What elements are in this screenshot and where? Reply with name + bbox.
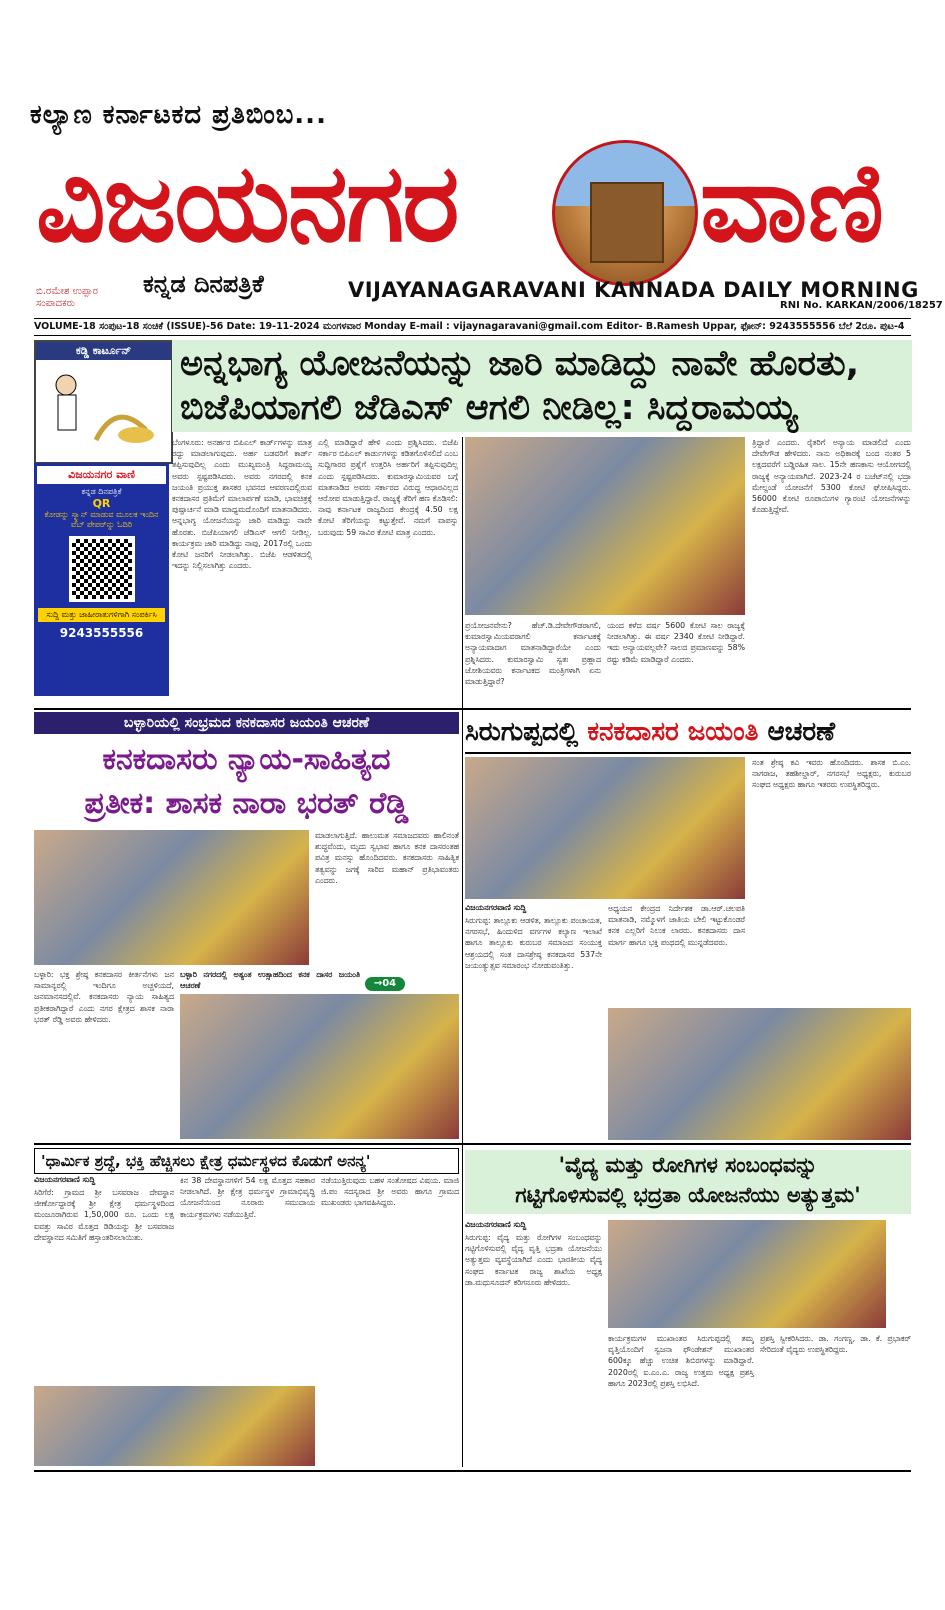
lead-photo — [465, 437, 745, 615]
row-divider — [34, 1143, 911, 1145]
dharma-col1: ಸಿರಿಗೆರೆ: ಗ್ರಾಮದ ಶ್ರೀ ಬಸವರಾಜ ದೇವಸ್ಥಾನ ಜೀರ್ಣೋದ್ಧಾರಕ್ಕೆ ಶ್ರೀ ಕ್ಷೇತ್ರ ಧರ್ಮಸ್ಥಳದಿಂದ ಮಂಜೂರಾಗಿರುವ 1,50,000 ರೂ. ಒಂದು ಲಕ್ಷ ಐವತ್ತು ಸಾವಿರ ಮೊತ್ತದ ಡಿಡಿಯನ್ನು ಶ್ರೀ ಬಸವರಾಜ ದೇವಸ್ಥಾನದ ಸಮಿತಿಗೆ ಹಸ್ತಾಂತರಿಸಲಾಯಿತು. — [34, 1188, 174, 1242]
cartoon-box — [34, 340, 173, 464]
lead-col3b: ಯಂದ ಕಳೆದ ವರ್ಷ 5600 ಕೋಟಿ ಸಾಲ ರಾಜ್ಯಕ್ಕೆ ನೀಡಲಾಗಿತ್ತು. ಈ ವರ್ಷ 2340 ಕೋಟಿ ನೀಡಿದ್ದಾರೆ. ಇದು ಅನ್ಯಾಯವಲ್ಲವೇ? ಸಾಲದ ಪ್ರಮಾಣವನ್ನು 58% ರಷ್ಟು ಕಡಿಮೆ ಮಾಡಿದ್ದಾರೆ ಎಂದರು. — [607, 621, 745, 664]
siruguppa-headline-post: ಆಚರಣೆ — [767, 717, 836, 747]
stone-chariot-logo — [552, 140, 698, 286]
rni-number: RNI No. KARKAN/2006/18257 — [780, 300, 943, 311]
cartoon-illustration — [36, 360, 167, 458]
ballari-col-left: ಬಳ್ಳಾರಿ: ಭಕ್ತ ಶ್ರೇಷ್ಠ ಕನಕದಾಸರ ಕೀರ್ತನೆಗಳು ಜನ ಸಾಮಾನ್ಯರಲ್ಲಿ ಇಂದಿಗೂ ಅಚ್ಚಳಿಯದೆ, ಜನಮಾನಸದಲ್ಲಿವೆ. ಕನಕದಾಸರು ನ್ಯಾಯ ಸಾಹಿತ್ಯದ ಪ್ರತೀಕರಾಗಿದ್ದಾರೆ ಎಂದು ನಗರ ಕ್ಷೇತ್ರದ ಶಾಸಕ ನಾರಾ ಭರತ್ ರೆಡ್ಡಿ ಅವರು ಹೇಳಿದರು. — [34, 970, 174, 1024]
lead-headline-line2: ಬಿಜೆಪಿಯಾಗಲಿ ಜೆಡಿಎಸ್ ಆಗಲಿ ನೀಡಿಲ್ಲ: ಸಿದ್ದರಾಮಯ್ಯ — [180, 388, 798, 428]
editor-credit — [36, 286, 106, 310]
ballari-band: ಬಳ್ಳಾರಿಯಲ್ಲಿ ಸಂಭ್ರಮದ ಕನಕದಾಸರ ಜಯಂತಿ ಆಚರಣೆ — [34, 712, 459, 734]
vaidya-headline — [465, 1150, 911, 1214]
lead-col3: ಪ್ರಯೋಜನವೇನು? ಹೆಚ್.ಡಿ.ದೇವೇಗೌಡರಾಗಲಿ, ಕುಮಾರಸ್ವಾಮಿಯವರಾಗಲಿ ಕರ್ನಾಟಕಕ್ಕೆ ಅನ್ಯಾಯವಾದಾಗ ಮಾತನಾಡಿದ್ದಾರೆಯೇ ಎಂದು ಪ್ರಶ್ನಿಸಿದರು. ಕುಮಾರಸ್ವಾಮಿ ಸ್ವತಃ ಪ್ರಹ್ಲಾದ ಜೋಶಿಯವರು ಕರ್ನಾಟಕದ ಮಂತ್ರಿಗಳಾಗಿ ಏನು ಮಾಡುತ್ತಿದ್ದಾರೆ? — [465, 621, 601, 687]
vaidya-col1: ಸಿರುಗುಪ್ಪ: ವೈದ್ಯ ಮತ್ತು ರೋಗಿಗಳ ಸಂಬಂಧವನ್ನು ಗಟ್ಟಿಗೊಳಿಸುವಲ್ಲಿ ವೈದ್ಯ ವೃತ್ತಿ ಭದ್ರತಾ ಯೋಜನೆಯು ಅತ್ಯುತ್ತಮ ವ್ಯವಸ್ಥೆಯಾಗಿದೆ ಎಂದು ಭಾರತೀಯ ವೈದ್ಯ ಸಂಘದ ಕರ್ನಾಟಕ ರಾಜ್ಯ ಶಾಖೆಯ ಅಧ್ಯಕ್ಷ ಡಾ.ಮಧುಸೂದನ್ ಕರಿಗನೂರು ಹೇಳಿದರು. — [465, 1233, 602, 1287]
dharma-photo — [34, 1386, 315, 1466]
ballari-photo-2 — [180, 994, 459, 1139]
qr-footer: ಸುದ್ದಿ ಮತ್ತು ಜಾಹೀರಾತುಗಳಿಗಾಗಿ ಸಂಪರ್ಕಿಸಿ — [38, 608, 165, 622]
qr-label: QR — [92, 497, 111, 510]
dharma-headline: 'ಧಾರ್ಮಿಕ ಶ್ರದ್ಧೆ, ಭಕ್ತಿ ಹೆಚ್ಚಿಸಲು ಕ್ಷೇತ್ರ ಧರ್ಮಸ್ಥಳದ ಕೊಡುಗೆ ಅನನ್ಯ' — [34, 1148, 459, 1174]
siruguppa-col2: ಅಧ್ಯಯನ ಕೇಂದ್ರದ ನಿರ್ದೇಶಕ ಡಾ.ಆರ್.ಚಲಪತಿ ಮಾತನಾಡಿ, ನಮ್ಮೊಳಗೆ ಜಾತಿಯ ಬೇಲಿ ಇಟ್ಟುಕೊಂಡರೆ ಕನಕ ಎಲ್ಲರಿಗೆ ನಿಲುಕ ಲಾರರು. ಕನಕದಾಸರು ದಾಸ ಮಾರ್ಗ ಹಾಗೂ ಭಕ್ತಿ ಪಂಥದಲ್ಲಿ ಮುನ್ನಡೆದವರು. — [608, 904, 745, 947]
siruguppa-byline: ವಿಜಯನಗರವಾಣಿ ಸುದ್ದಿ — [465, 903, 527, 912]
masthead-title-part2: ವಾಣಿ — [700, 141, 884, 266]
vaidya-headline-line2: ಗಟ್ಟಿಗೊಳಿಸುವಲ್ಲಿ ಭದ್ರತಾ ಯೋಜನೆಯು ಅತ್ಯುತ್ತಮ' — [515, 1183, 861, 1207]
siruguppa-photo-2 — [608, 1008, 911, 1140]
ballari-headline-line2: ಪ್ರತೀಕ: ಶಾಸಕ ನಾರಾ ಭರತ್ ರೆಡ್ಡಿ — [84, 786, 409, 821]
qr-promo-box — [34, 463, 169, 696]
ballari-photo — [34, 830, 309, 965]
tagline: ಕಲ್ಯಾಣ ಕರ್ನಾಟಕದ ಪ್ರತಿಬಿಂಬ... — [30, 100, 327, 130]
siruguppa-col3: ಸಂತ ಶ್ರೇಷ್ಠ ಕವಿ ಇವರು ಹೊಂದಿದರು. ಶಾಸಕ ಬಿ.ಎಂ. ನಾಗರಾಜ, ತಹಶೀಲ್ದಾರ್, ನಗರಸಭೆ ಅಧ್ಯಕ್ಷರು, ಕುರುಬರ ಸಂಘದ ಅಧ್ಯಕ್ಷರು ಹಾಗೂ ಇತರರು ಉಪಸ್ಥಿತರಿದ್ದರು. — [752, 758, 911, 790]
vaidya-byline: ವಿಜಯನಗರವಾಣಿ ಸುದ್ದಿ — [465, 1220, 527, 1229]
lead-col1: ಬೆಂಗಳೂರು: ಅನರ್ಹರ ಬಿಪಿಎಲ್ ಕಾರ್ಡ್‌ಗಳನ್ನು ಮಾತ್ರ ರದ್ದು ಮಾಡಲಾಗುವುದು. ಅರ್ಹ ಬಡವರಿಗೆ ಕಾರ್ಡ್ ತಪ್ಪಿಸುವುದಿಲ್ಲ ಎಂದು ಮುಖ್ಯಮಂತ್ರಿ ಸಿದ್ದರಾಮಯ್ಯ ಅವರು ಸ್ಪಷ್ಟಪಡಿಸಿದರು. ಅವರು ನಗರದಲ್ಲಿ ಕನಕ ಜಯಂತಿ ಪ್ರಯುಕ್ತ ಶಾಸಕರ ಭವನದ ಆವರಣದಲ್ಲಿರುವ ಕನಕದಾಸರ ಪ್ರತಿಮೆಗೆ ಮಾಲಾರ್ಪಣೆ ಮಾಡಿ, ಭಾವಚಿತ್ರಕ್ಕೆ ಪುಷ್ಪಾರ್ಚನೆ ಮಾಡಿ ಮಾಧ್ಯಮದೊಂದಿಗೆ ಮಾತನಾಡಿದರು. ಅನ್ನಭಾಗ್ಯ ಯೋಜನೆಯನ್ನು ಜಾರಿ ಮಾಡಿದ್ದು ನಾವೇ ಹೊರತು. ಬಿಜೆಪಿಯಾಗಲಿ ಜೆಡಿಎಸ್ ಆಗಲಿ ನೀಡಿಲ್ಲ. ಕಾರ್ಯಕ್ರಮ ಜಾರಿ ಮಾಡಿದ್ದು ನಾವು, 2017ರಲ್ಲಿ ಒಂದು ಕೋಟಿ ಜನರಿಗೆ ನೀಡಲಾಗಿತ್ತು. ಬಿಜೆಪಿ ಆಡಳಿತದಲ್ಲಿ ಇದನ್ನು ನಿಲ್ಲಿಸಲಾಗಿತ್ತು ಎಂದರು. — [172, 438, 312, 571]
dharma-col2: ಕಿನ 38 ದೇವಸ್ಥಾನಗಳಿಗೆ 54 ಲಕ್ಷ ಮೊತ್ತದ ಸಹಕಾರ ನೀಡಲಾಗಿದೆ. ಶ್ರೀ ಕ್ಷೇತ್ರ ಧರ್ಮಸ್ಥಳ ಗ್ರಾಮಾಭಿವೃದ್ಧಿ ಯೋಜನೆಯಿಂದ ನೂರಾರು ಸಮುದಾಯ ಕಾರ್ಯಕ್ರಮಗಳು ನಡೆಯುತ್ತಿವೆ. — [180, 1176, 315, 1219]
ballari-caption: ಬಳ್ಳಾರಿ ನಗರದಲ್ಲಿ ಅತ್ಯಂತ ಉತ್ಸಾಹದಿಂದ ಕನಕ ದಾಸರ ಜಯಂತಿ ಆಚರಣೆ — [180, 970, 360, 991]
siruguppa-photo — [465, 757, 745, 899]
vaidya-col2: ಕಾರ್ಯಕ್ರಮಗಳ ಮುಖಾಂತರ ಸಿರುಗುಪ್ಪದಲ್ಲಿ ತಮ್ಮ ವೃತ್ತಿಯೊಂದಿಗೆ ಸ್ವಜನಾ ಫೌಂಡೇಶನ್ ಮುಖಾಂತರ 600ಕ್ಕೂ ಹೆಚ್ಚು ಉಚಿತ ಶಿಬಿರಗಳನ್ನು ಮಾಡಿದ್ದಾರೆ. 2020ರಲ್ಲಿ ಐ.ಎಂ.ಎ. ರಾಜ್ಯ ಉತ್ತಮ ಅಧ್ಯಕ್ಷ ಪ್ರಶಸ್ತಿ ಹಾಗೂ 2023ರಲ್ಲಿ ಪ್ರಶಸ್ತಿ ಲಭಿಸಿದೆ. — [608, 1334, 754, 1388]
siruguppa-headline-red: ಕನಕದಾಸರ ಜಯಂತಿ — [587, 717, 759, 747]
vaidya-headline-line1: 'ವೈದ್ಯ ಮತ್ತು ರೋಗಿಗಳ ಸಂಬಂಧವನ್ನು — [558, 1153, 818, 1177]
lead-headline-line1: ಅನ್ನಭಾಗ್ಯ ಯೋಜನೆಯನ್ನು ಜಾರಿ ಮಾಡಿದ್ದು ನಾವೇ ಹೊರತು, — [180, 344, 859, 384]
page-bottom-rule — [34, 1470, 911, 1472]
paper-english-label: VIJAYANAGARAVANI KANNADA DAILY MORNING — [348, 278, 919, 302]
siruguppa-headline-pre: ಸಿರುಗುಪ್ಪದಲ್ಲಿ — [465, 717, 579, 747]
siruguppa-col1: ಸಿರುಗುಪ್ಪ: ತಾಲ್ಲೂಕು ಆಡಳಿತ, ತಾಲ್ಲೂಕು ಪಂಚಾಯತ, ನಗರಸಭೆ, ಹಿಂದುಳಿದ ವರ್ಗಗಳ ಕಲ್ಯಾಣ ಇಲಾಖೆ ಹಾಗೂ ತಾಲ್ಲೂಕು ಕುರುಬರ ಸಮಾಜದ ಸಂಯುಕ್ತ ಆಶ್ರಯದಲ್ಲಿ ಸಂತ ದಾಸಶ್ರೇಷ್ಠ ಕನಕದಾಸರ 537ನೇ ಜಯಂತ್ಯುತ್ಸವ ಸಮಾರಂಭ ನೋಡುವಂತಿತ್ತು. — [465, 916, 602, 970]
row-divider — [34, 708, 911, 710]
ballari-headline-line1: ಕನಕದಾಸರು ನ್ಯಾಯ-ಸಾಹಿತ್ಯದ — [102, 742, 391, 777]
ballari-col-right: ಮಾಡಲಾಗುತ್ತಿದೆ. ಹಾಲುಮತ ಸಮಾಜದವರು ಹಾಲಿನಂತೆ ಶುದ್ಧವೆಂದು, ಮೃದು ಸ್ವಭಾವ ಹಾಗೂ ಕನಕ ದಾಸರಂತಹ ಪವಿತ್ರ ಮನಸ್ಸು ಹೊಂದಿದವರು. ಕನಕದಾಸರು ಸಾಹಿತ್ಯಿಕ ತತ್ವವನ್ನು ಜಗಕ್ಕೆ ಸಾರಿದ ಮಹಾನ್ ಪ್ರತಿಭಾವಂತರು ಎಂದರು. — [315, 831, 459, 885]
qr-phone: 9243555556 — [59, 626, 144, 640]
qr-subtitle: ಕನ್ನಡ ದಿನಪತ್ರಿಕೆ — [81, 487, 122, 496]
column-divider — [462, 437, 463, 1467]
paper-kannada-label: ಕನ್ನಡ ದಿನಪತ್ರಿಕೆ — [143, 270, 264, 298]
qr-instructions: ಕೋಡನ್ನು ಸ್ಕ್ಯಾನ್ ಮಾಡುವ ಮೂಲಕ ಇಂದಿನ ವೆಬ್ ಪೇಪರ್‌ನ್ನು ಓದಿರಿ — [44, 510, 159, 529]
issue-info-bar: VOLUME-18 ಸಂಪುಟ-18 ಸಂಚಿಕೆ (ISSUE)-56 Date: 19-11-2024 ಮಂಗಳವಾರ Monday E-mail : vijaynagaravani@gmail.com Editor- B.Ramesh Uppar, ಫೋನ್: 9243555556 ಬೆಲೆ 2ರೂ. ಪುಟ-4 — [34, 318, 911, 336]
vaidya-photo — [608, 1220, 886, 1328]
editor-name: ಬಿ.ರಮೇಶ ಉಪ್ಪಾರ — [36, 286, 98, 297]
ballari-headline — [34, 738, 459, 826]
qr-brand: ವಿಜಯನಗರ ವಾಣಿ — [37, 466, 166, 484]
lead-col4: ತ್ರಿದ್ದಾರೆ ಎಂದರು. ರೈತರಿಗೆ ಅನ್ಯಾಯ ಮಾಡಲಿದೆ ಎಂದು ದೇವೇಗೌಡ ಹೇಳಿದರು. ನಾನು ಅಧಿಕಾರಕ್ಕೆ ಬಂದ ನಂತರ 5 ಲಕ್ಷದವರೆಗೆ ಬಡ್ಡಿರಹಿತ ಸಾಲ. 15ನೇ ಹಣಕಾಸು ಆಯೋಗದಲ್ಲಿ ರಾಜ್ಯಕ್ಕೆ ಅನ್ಯಾಯವಾಗಿದೆ. 2023-24 ರ ಬಜೆಟ್‌ನಲ್ಲಿ ಭದ್ರಾ ಮೇಲ್ದಂಡೆ ಯೋಜನೆಗೆ 5300 ಕೋಟಿ ಘೋಷಿಸಿದ್ದರು. 56000 ಕೋಟಿ ರೂಪಾಯಿಗಳ ಗ್ಯಾರಂಟಿ ಯೋಜನೆಗಳನ್ನು ಕೊಡುತ್ತಿದ್ದೇವೆ. — [752, 438, 911, 515]
lead-headline — [172, 340, 912, 432]
dharma-col3: ನಡೆಯುತ್ತಿರುವುದು ಬಹಳ ಸಂತೋಷದ ವಿಷಯ. ಮಾಜಿ ಜಿ.ಪಂ ಸದಸ್ಯರಾದ ಶ್ರೀ ಅವರು ಹಾಗೂ ಗ್ರಾಮದ ಮುಖಂಡರು ಭಾಗವಹಿಸಿದ್ದರು. — [321, 1176, 459, 1208]
masthead-title-part1: ವಿಜಯನಗರ — [36, 141, 458, 266]
lead-col2: ಎಲ್ಲಿ ಮಾಡಿದ್ದಾರೆ ಹೇಳಿ ಎಂದು ಪ್ರಶ್ನಿಸಿದರು. ಬಿಜೆಪಿ ಸರ್ಕಾರ ಬಿಪಿಎಲ್ ಕಾರ್ಡುಗಳನ್ನು ಕಡಿತಗೊಳಿಸಲಿದೆ ಎಂಬ ಸುದ್ದಿಗಾರರ ಪ್ರಶ್ನೆಗೆ ಉತ್ತರಿಸಿ ಅರ್ಹರಿಗೆ ತಪ್ಪಿಸುವುದಿಲ್ಲ ಎಂದು ಸ್ಪಷ್ಟಪಡಿಸಿದರು. ಕುಮಾರಸ್ವಾಮಿಯವರ ಬಗ್ಗೆ ಮಾತನಾಡಿದ ಅವರು ಸರ್ಕಾರದ ವಿರುದ್ಧ ಆಧಾರವಿಲ್ಲದ ಆರೋಪ ಮಾಡುತ್ತಿದ್ದಾರೆ. ರಾಜ್ಯಕ್ಕೆ ತೆರಿಗೆ ಹಣ ಕೊಡಿಸಲಿ: ನಾವು ಕರ್ನಾಟಕ ರಾಜ್ಯದಿಂದ ಕೇಂದ್ರಕ್ಕೆ 4.50 ಲಕ್ಷ ಕೋಟಿ ತೆರಿಗೆಯನ್ನು ಕಟ್ಟುತ್ತೇವೆ. ನಮಗೆ ವಾಪಸ್ಸು ಬರುವುದು 59 ಸಾವಿರ ಕೋಟಿ ಮಾತ್ರ ಎಂದರು. — [318, 438, 458, 537]
vaidya-col3: ಪ್ರಶಸ್ತಿ ಸ್ವೀಕರಿಸಿದರು. ಡಾ. ಗಂಗಣ್ಣ, ಡಾ. ಕೆ. ಪ್ರಭಾಕರ್ ಸೇರಿದಂತೆ ವೈದ್ಯರು ಉಪಸ್ಥಿತರಿದ್ದರು. — [760, 1334, 911, 1355]
dharma-byline: ವಿಜಯನಗರವಾಣಿ ಸುದ್ದಿ — [34, 1175, 96, 1184]
siruguppa-headline — [465, 712, 911, 754]
editor-role: ಸಂಪಾದಕರು — [36, 298, 76, 309]
continued-page-link[interactable]: →04 — [365, 977, 405, 991]
qr-code-icon[interactable] — [69, 536, 135, 602]
cartoon-title: ಕಡ್ಡಿ ಕಾರ್ಟೂನ್ — [36, 342, 171, 360]
